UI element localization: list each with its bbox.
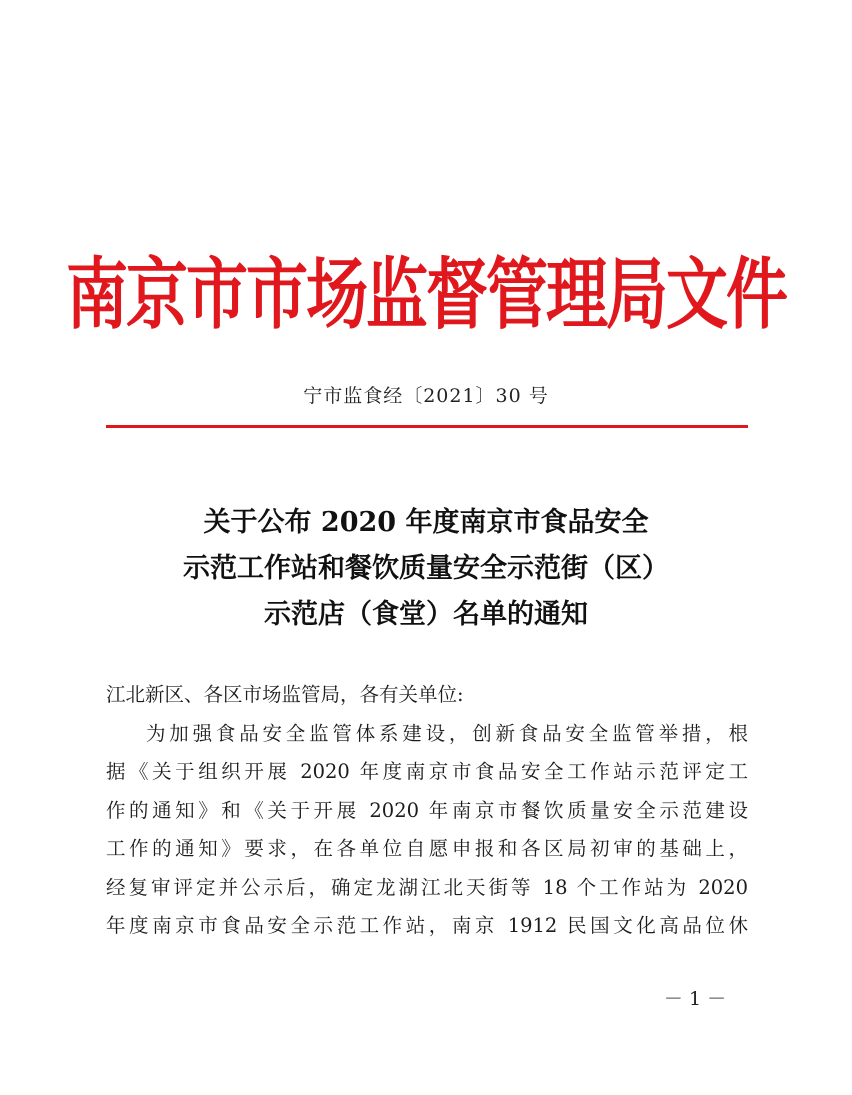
body-line: 据《关于组织开展 2020 年度南京市食品安全工作站示范评定工	[106, 760, 748, 783]
masthead-title: 南京市市场监督管理局文件	[65, 248, 786, 340]
body-text	[106, 676, 748, 946]
title-line: 关于公布 2020 年度南京市食品安全	[203, 507, 649, 538]
body-line: 工作的通知》要求，在各单位自愿申报和各区局初审的基础上，	[106, 837, 748, 860]
body-line: 年度南京市食品安全示范工作站，南京 1912 民国文化高品位休	[106, 914, 748, 937]
body-line: 为加强食品安全监管体系建设，创新食品安全监管举措，根	[146, 721, 748, 745]
salutation: 江北新区、各区市场监管局，各有关单位:	[106, 683, 464, 706]
title-line: 示范工作站和餐饮质量安全示范街（区）	[183, 553, 669, 584]
notice-title	[60, 500, 792, 638]
body-line: 经复审评定并公示后，确定龙湖江北天街等 18 个工作站为 2020	[106, 875, 748, 899]
body-line: 作的通知》和《关于开展 2020 年南京市餐饮质量安全示范建设	[106, 798, 748, 822]
title-line: 示范店（食堂）名单的通知	[264, 599, 588, 630]
red-divider-line	[106, 425, 748, 428]
page-number: － 1 －	[663, 988, 727, 1010]
document-number: 宁市监食经〔2021〕30 号	[303, 385, 549, 407]
